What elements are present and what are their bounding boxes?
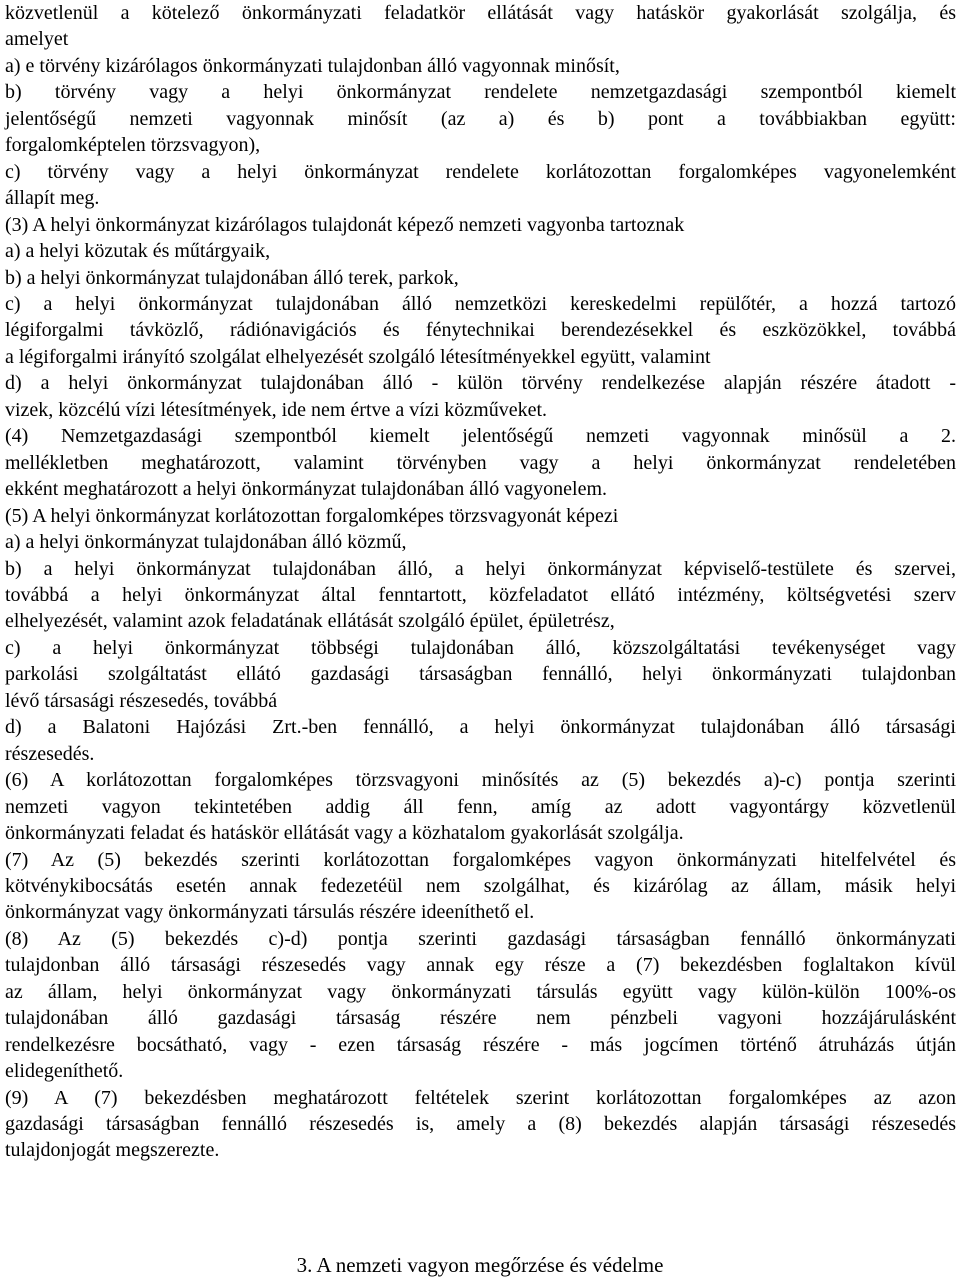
text-line: parkolási szolgáltatást ellátó gazdasági társaságban fennálló, helyi önkormányzati tulajdonban bbox=[5, 663, 956, 686]
text-line: elhelyezését, valamint azok feladatának ellátását szolgáló épület, épületrész, bbox=[5, 610, 615, 633]
text-line: gazdasági társaságban fennálló részesedés is, amely a (8) bekezdés alapján társasági részesedés bbox=[5, 1113, 956, 1136]
text-line: (7) Az (5) bekezdés szerinti korlátozottan forgalomképes vagyon önkormányzati hitelfelvétel és bbox=[5, 848, 956, 871]
text-line: d) a helyi önkormányzat tulajdonában álló - külön törvény rendelkezése alapján részére átadott - bbox=[5, 372, 956, 395]
text-line: b) a helyi önkormányzat tulajdonában álló terek, parkok, bbox=[5, 266, 459, 289]
text-line: elidegeníthető. bbox=[5, 1060, 124, 1083]
text-line: részesedés. bbox=[5, 742, 95, 765]
document-body bbox=[5, 0, 956, 1164]
text-line: (9) A (7) bekezdésben meghatározott feltételek szerint korlátozottan forgalomképes az azon bbox=[5, 1086, 956, 1109]
text-line: állapít meg. bbox=[5, 187, 100, 210]
text-line: a) a helyi közutak és műtárgyaik, bbox=[5, 240, 271, 263]
text-line: rendelkezésre bocsátható, vagy - ezen társaság részére - más jogcímen történő átruházás útján bbox=[5, 1033, 956, 1056]
text-line: önkormányzati feladat és hatáskör ellátását vagy a közhatalom gyakorlását szolgálja. bbox=[5, 822, 684, 845]
text-line: tulajdonában álló gazdasági társaság részére nem pénzbeli vagyoni hozzájárulásként bbox=[5, 1007, 956, 1030]
text-line: c) törvény vagy a helyi önkormányzat rendelete korlátozottan forgalomképes vagyonelemként bbox=[5, 160, 956, 183]
text-line: vizek, közcélú vízi létesítmények, ide nem értve a vízi közműveket. bbox=[5, 398, 548, 421]
text-line: továbbá a helyi önkormányzat által fenntartott, közfeladatot ellátó intézmény, költségvetési szerv bbox=[5, 583, 956, 606]
text-line: c) a helyi önkormányzat tulajdonában álló nemzetközi kereskedelmi repülőtér, a hozzá tartozó bbox=[5, 292, 956, 315]
text-line: kötvénykibocsátás esetén annak fedezetéül nem szolgálhat, és kizárólag az állam, másik helyi bbox=[5, 874, 956, 897]
text-line: amelyet bbox=[5, 28, 69, 51]
section-heading: 3. A nemzeti vagyon megőrzése és védelme bbox=[296, 1253, 664, 1277]
text-line: (3) A helyi önkormányzat kizárólagos tulajdonát képező nemzeti vagyonba tartoznak bbox=[5, 213, 685, 236]
text-line: jelentőségű nemzeti vagyonnak minősít (az a) és b) pont a továbbiakban együtt: bbox=[5, 107, 956, 130]
text-line: tulajdonjogát megszerezte. bbox=[5, 1139, 220, 1162]
text-line: önkormányzat vagy önkormányzati társulás részére ideeníthető el. bbox=[5, 901, 535, 924]
text-line: b) törvény vagy a helyi önkormányzat rendelete nemzetgazdasági szempontból kiemelt bbox=[5, 81, 956, 104]
text-line: ekként meghatározott a helyi önkormányzat tulajdonában álló vagyonelem. bbox=[5, 478, 608, 501]
text-line: (5) A helyi önkormányzat korlátozottan forgalomképes törzsvagyonát képezi bbox=[5, 504, 619, 527]
text-line: közvetlenül a kötelező önkormányzati feladatkör ellátását vagy hatáskör gyakorlását szolgálja, és bbox=[5, 2, 956, 24]
text-line: nemzeti vagyon tekintetében addig áll fenn, amíg az adott vagyontárgy közvetlenül bbox=[5, 795, 956, 818]
text-line: légiforgalmi távközlő, rádiónavigációs és fénytechnikai berendezésekkel és eszközökkel, továbbá bbox=[5, 319, 956, 342]
text-line: forgalomképtelen törzsvagyon), bbox=[5, 134, 261, 157]
text-line: c) a helyi önkormányzat többségi tulajdonában álló, közszolgáltatási tevékenységet vagy bbox=[5, 636, 956, 659]
text-line: b) a helyi önkormányzat tulajdonában álló, a helyi önkormányzat képviselő-testülete és szervei, bbox=[5, 557, 956, 580]
text-line: a) a helyi önkormányzat tulajdonában álló közmű, bbox=[5, 531, 407, 554]
text-line: mellékletben meghatározott, valamint törvényben vagy a helyi önkormányzat rendeletében bbox=[5, 451, 956, 474]
text-line: az állam, helyi önkormányzat vagy önkormányzati társulás együtt vagy külön-külön 100%-os bbox=[5, 980, 956, 1003]
text-line: tulajdonban álló társasági részesedés vagy annak egy része a (7) bekezdésben foglaltakon kívül bbox=[5, 954, 956, 977]
text-line: lévő társasági részesedés, továbbá bbox=[5, 689, 278, 712]
text-line: (8) Az (5) bekezdés c)-d) pontja szerinti gazdasági társaságban fennálló önkormányzati bbox=[5, 927, 956, 950]
text-line: a légiforgalmi irányító szolgálat elhelyezését szolgáló létesítményekkel együtt, valamint bbox=[5, 345, 711, 368]
text-line: (6) A korlátozottan forgalomképes törzsvagyoni minősítés az (5) bekezdés a)-c) pontja szerinti bbox=[5, 769, 956, 792]
text-line: (4) Nemzetgazdasági szempontból kiemelt jelentőségű nemzeti vagyonnak minősül a 2. bbox=[5, 425, 956, 448]
text-line: a) e törvény kizárólagos önkormányzati tulajdonban álló vagyonnak minősít, bbox=[5, 54, 620, 77]
text-line: d) a Balatoni Hajózási Zrt.-ben fennálló, a helyi önkormányzat tulajdonában álló társasági bbox=[5, 716, 956, 739]
